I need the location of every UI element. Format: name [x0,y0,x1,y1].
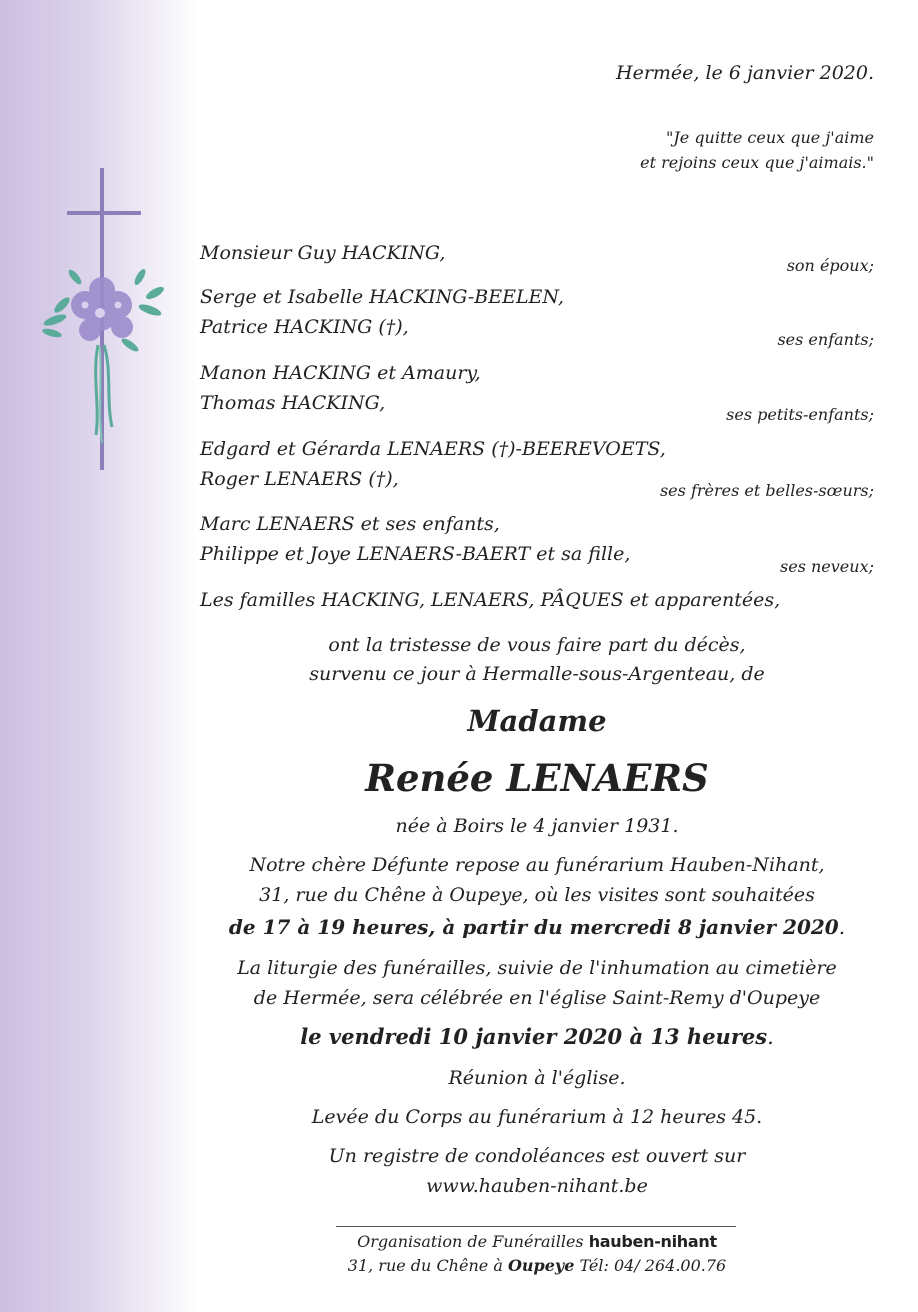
liturgy-line-2: de Hermée, sera célébrée en l'église Saint-Remy d'Oupeye [253,987,821,1009]
liturgy-line-1: La liturgie des funérailles, suivie de l'inhumation au cimetière [237,957,837,979]
footer-divider [336,1226,736,1227]
family-relation: ses enfants; [777,330,874,349]
register-url: www.hauben-nihant.be [426,1175,648,1197]
levee-line: Levée du Corps au funérarium à 12 heures 45. [311,1106,763,1128]
family-name: Marc LENAERS et ses enfants, [200,513,500,535]
family-name: Patrice HACKING (†), [200,316,409,338]
funeral-date: le vendredi 10 janvier 2020 à 13 heures. [300,1024,774,1049]
family-name: Philippe et Joye LENAERS-BAERT et sa fille, [200,543,631,565]
birth-line: née à Boirs le 4 janvier 1931. [395,815,679,837]
deceased-title: Madame [467,704,607,738]
announcement-line-1: ont la tristesse de vous faire part du décès, [328,634,746,656]
family-relation: ses petits-enfants; [726,405,874,424]
visitation-line-2: 31, rue du Chêne à Oupeye, où les visites sont souhaitées [259,884,815,906]
family-name: Serge et Isabelle HACKING-BEELEN, [200,286,564,308]
meeting-line: Réunion à l'église. [448,1067,626,1089]
visitation-line-1: Notre chère Défunte repose au funérarium Hauben-Nihant, [249,854,825,876]
brand-logo: hauben-nihant [588,1232,717,1251]
family-name: Monsieur Guy HACKING, [200,242,446,264]
quote-line-1: "Je quitte ceux que j'aime [665,128,874,147]
family-relation: son époux; [786,256,874,275]
family-name: Roger LENAERS (†), [200,468,399,490]
deceased-name: Renée LENAERS [365,756,709,800]
family-relation: ses neveux; [780,557,874,576]
place-date: Hermée, le 6 janvier 2020. [616,62,874,84]
family-name: Thomas HACKING, [200,392,386,414]
family-name: Manon HACKING et Amaury, [200,362,481,384]
footer-address: 31, rue du Chêne à Oupeye Tél: 04/ 264.00.76 [347,1256,727,1275]
family-relation: ses frères et belles-sœurs; [659,481,874,500]
family-name: Edgard et Gérarda LENAERS (†)-BEEREVOETS, [200,438,666,460]
register-line: Un registre de condoléances est ouvert sur [328,1145,746,1167]
visitation-hours: de 17 à 19 heures, à partir du mercredi 8 janvier 2020. [228,915,846,939]
footer-org: Organisation de Funérailles hauben-nihant [357,1232,717,1251]
announcement-line-2: survenu ce jour à Hermalle-sous-Argenteau, de [309,663,765,685]
cross-flower-icon [40,165,170,475]
families-line: Les familles HACKING, LENAERS, PÂQUES et apparentées, [200,589,781,611]
quote-line-2: et rejoins ceux que j'aimais." [640,153,874,172]
